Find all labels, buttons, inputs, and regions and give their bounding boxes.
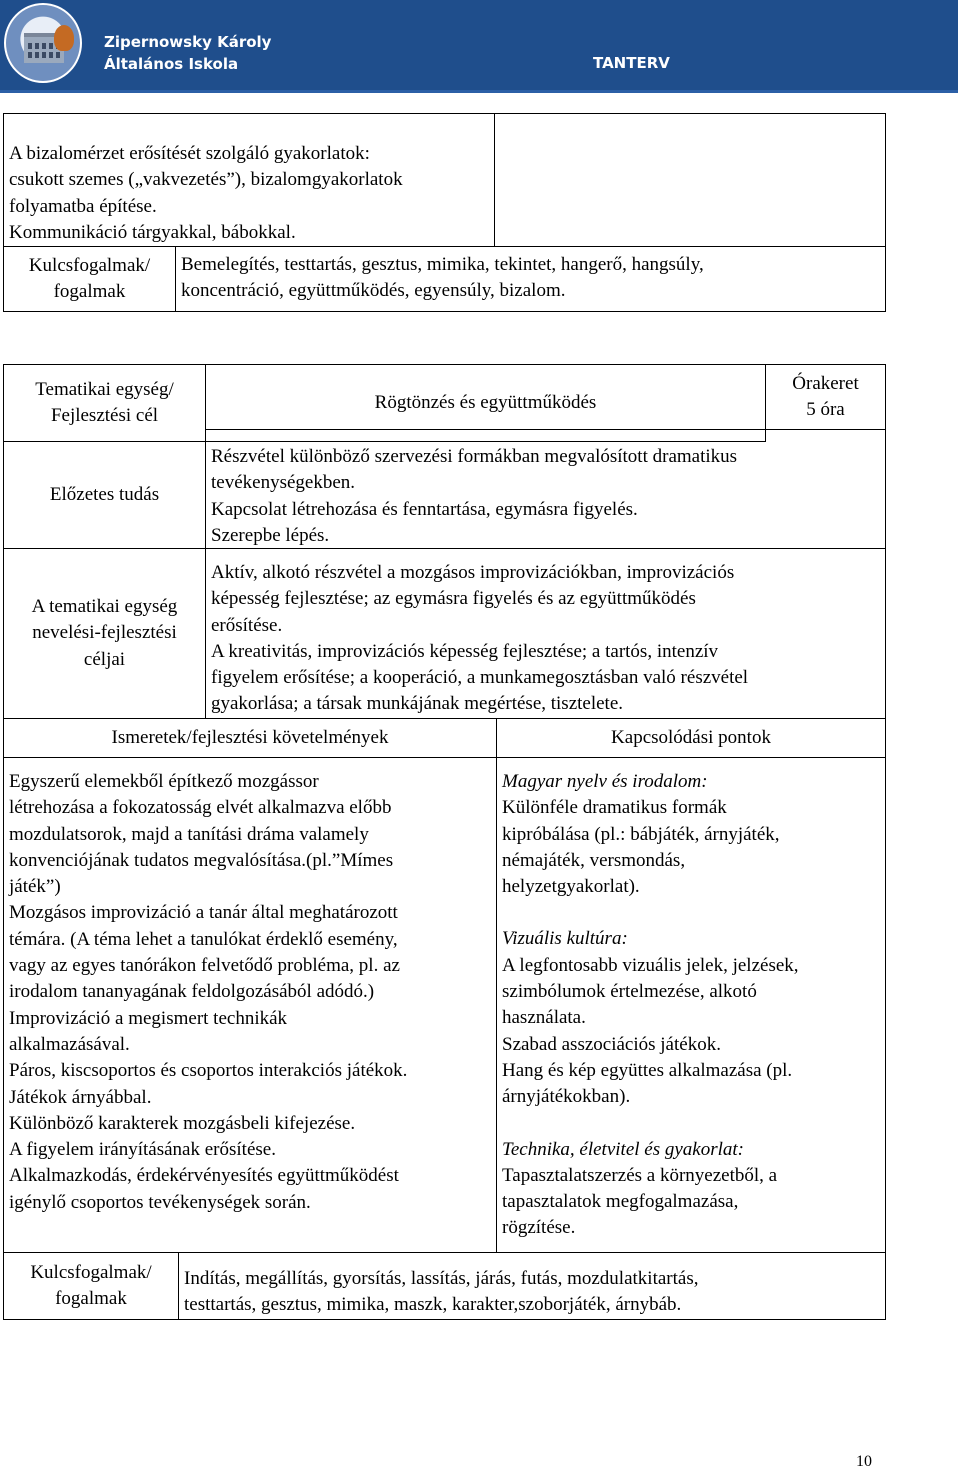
link-text: A legfontosabb vizuális jelek, jelzések, szimbólumok értelmezése, alkotó használata. Szabad asszociációs játékok. Hang és kép együttes alkalmazása (pl. árnyjátékokban). [502,954,799,1108]
unit-title: Rögtönzés és együttműködés [205,364,766,442]
prior-knowledge-label: Előzetes tudás [3,441,206,549]
link-subject: Magyar nyelv és irodalom: [502,771,708,792]
goals-text: Aktív, alkotó részvétel a mozgásos improvizációkban, improvizációs képesség fejlesztése; az egymásra figyelés és az együttműködés erősítése. A kreativitás, improvizációs képesség fejlesztése; a tartós, intenzív figyelem erősítése; a kooperáció, a munkamegosztásban való részvétel gyakorlása; a társak munkájának megértése, tisztelete. [205,548,886,719]
link-text: Különféle dramatikus formák kipróbálása (pl.: bábjáték, árnyjáték, némajáték, versmondás, helyzetgyakorlat). [502,797,780,898]
key-concepts-text-2: Indítás, megállítás, gyorsítás, lassítás, járás, futás, mozdulatkitartás, testtartás, gesztus, mimika, maszk, karakter,szoborjáték, árnybáb. [178,1252,886,1320]
goals-label: A tematikai egység nevelési-fejlesztési céljai [3,548,206,719]
banner-divider [0,90,958,93]
requirements-header: Ismeretek/fejlesztési követelmények [3,718,497,758]
link-subject: Technika, életvitel és gyakorlat: [502,1138,744,1160]
requirements-text: Egyszerű elemekből építkező mozgássor létrehozása a fokozatosság elvét alkalmazva előbb mozdulatsorok, majd a tanítási dráma valamely konvenciójának tudatos megvalósítása.(pl.”Mímes játék”) Mozgásos improvizáció a tanár által meghatározott témára. (A téma lehet a tanulókat érdeklő esemény, vagy az egyes tanórákon felvetődő probléma, pl. az irodalom tananyagának feldolgozásából adódó.) Improvizáció a megismert technikák alkalmazásával. Páros, kiscsoportos és csoportos interakciós játékok. Játékok árnyábbal. Különböző karakterek mozgásbeli kifejezése. A figyelem irányításának erősítése. Alkalmazkodás, érdekérvényesítés együttműködést igénylő csoportos tevékenységek során. [3,757,497,1253]
school-name-line2: Általános Iskola [104,55,239,73]
tree-icon [54,25,74,51]
key-concepts-text-1: Bemelegítés, testtartás, gesztus, mimika, tekintet, hangerő, hangsúly, koncentráció, együttműködés, egyensúly, bizalom. [175,246,886,312]
hours-label: Órakeret 5 óra [765,364,886,430]
key-concepts-label-1: Kulcsfogalmak/ fogalmak [3,246,176,312]
links-header: Kapcsolódási pontok [496,718,886,758]
link-item-visual-culture [502,926,880,1110]
link-item-technology [502,1137,880,1242]
links-cell [496,757,886,1253]
school-name-line1: Zipernowsky Károly [104,33,272,51]
link-subject: Vizuális kultúra: [502,928,628,950]
link-item-literature [502,769,880,900]
link-text: Tapasztalatszerzés a környezetből, a tapasztalatok megfogalmazása, rögzítése. [502,1164,778,1239]
header-banner [0,0,958,90]
activities-cell: A bizalomérzet erősítését szolgáló gyakorlatok: csukott szemes („vakvezetés”), bizalomgyakorlatok folyamatba építése. Kommunikáció tárgyakkal, bábokkal. [3,113,495,247]
prior-knowledge-text: Részvétel különböző szervezési formákban megvalósított dramatikus tevékenységekben. Kapcsolat létrehozása és fenntartása, egymásra figyelés. Szerepbe lépés. [205,429,886,549]
unit-label: Tematikai egység/ Fejlesztési cél [3,364,206,442]
school-name [104,31,271,75]
document-type: TANTERV [593,54,670,72]
activities-empty-cell [494,113,886,247]
key-concepts-label-2: Kulcsfogalmak/ fogalmak [3,1252,179,1320]
school-logo-icon [4,3,82,83]
page-number: 10 [856,1453,872,1470]
